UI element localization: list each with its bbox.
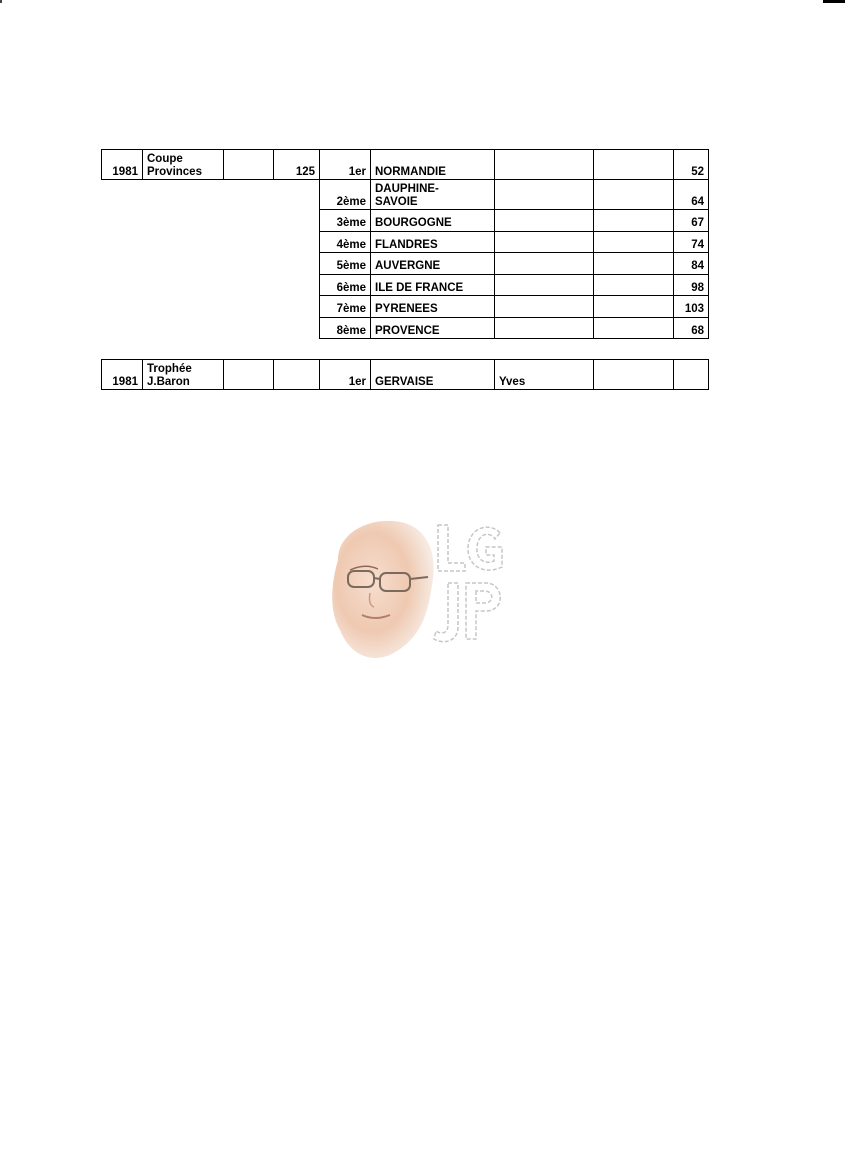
spacer-cell xyxy=(102,231,320,253)
rank-cell: 4ème xyxy=(320,231,371,253)
team-cell: BOURGOGNE xyxy=(371,210,495,232)
table-row xyxy=(102,317,709,339)
team-cell: PROVENCE xyxy=(371,317,495,339)
year-cell: 1981 xyxy=(102,360,143,390)
team-cell: NORMANDIE xyxy=(371,150,495,180)
blank-cell xyxy=(674,360,709,390)
count-cell: 125 xyxy=(274,150,320,180)
blank-cell xyxy=(594,180,674,210)
blank-cell xyxy=(495,296,594,318)
watermark-logo xyxy=(320,515,520,665)
portrait-icon xyxy=(332,521,433,658)
spacer-cell xyxy=(102,210,320,232)
blank-cell xyxy=(495,210,594,232)
lg-jp-monogram xyxy=(434,525,502,642)
table-row xyxy=(102,253,709,275)
table-row xyxy=(102,360,709,390)
competition-cell: Trophée J.Baron xyxy=(143,360,224,390)
blank-cell xyxy=(594,296,674,318)
blank-cell xyxy=(495,317,594,339)
blank-cell xyxy=(594,210,674,232)
blank-cell xyxy=(594,317,674,339)
firstname-cell: Yves xyxy=(495,360,594,390)
blank-cell xyxy=(495,274,594,296)
table-row xyxy=(102,180,709,210)
spacer-cell xyxy=(102,180,320,210)
blank-cell xyxy=(495,150,594,180)
team-cell: ILE DE FRANCE xyxy=(371,274,495,296)
rank-cell: 7ème xyxy=(320,296,371,318)
blank-cell xyxy=(594,253,674,275)
score-cell: 84 xyxy=(674,253,709,275)
table-row xyxy=(102,231,709,253)
rank-cell: 8ème xyxy=(320,317,371,339)
competition-cell: Coupe Provinces xyxy=(143,150,224,180)
year-cell: 1981 xyxy=(102,150,143,180)
blank-cell xyxy=(224,360,274,390)
table-row xyxy=(102,274,709,296)
blank-cell xyxy=(594,274,674,296)
score-cell: 74 xyxy=(674,231,709,253)
rank-cell: 1er xyxy=(320,150,371,180)
spacer-cell xyxy=(102,274,320,296)
trophee-baron-table xyxy=(101,359,709,390)
spacer-cell xyxy=(102,296,320,318)
coupe-provinces-table xyxy=(101,149,709,339)
score-cell: 52 xyxy=(674,150,709,180)
rank-cell: 6ème xyxy=(320,274,371,296)
score-cell: 67 xyxy=(674,210,709,232)
team-cell: DAUPHINE- SAVOIE xyxy=(371,180,495,210)
rank-cell: 3ème xyxy=(320,210,371,232)
name-cell: GERVAISE xyxy=(371,360,495,390)
rank-cell: 2ème xyxy=(320,180,371,210)
spacer-cell xyxy=(102,317,320,339)
scan-corner-mark xyxy=(823,0,845,3)
score-cell: 98 xyxy=(674,274,709,296)
table-row xyxy=(102,296,709,318)
blank-cell xyxy=(594,150,674,180)
table-row xyxy=(102,150,709,180)
table-row xyxy=(102,210,709,232)
rank-cell: 1er xyxy=(320,360,371,390)
blank-cell xyxy=(224,150,274,180)
blank-cell xyxy=(495,231,594,253)
blank-cell xyxy=(495,180,594,210)
blank-cell xyxy=(495,253,594,275)
scan-dot xyxy=(0,0,2,3)
team-cell: AUVERGNE xyxy=(371,253,495,275)
blank-cell xyxy=(274,360,320,390)
team-cell: PYRENEES xyxy=(371,296,495,318)
score-cell: 103 xyxy=(674,296,709,318)
score-cell: 64 xyxy=(674,180,709,210)
rank-cell: 5ème xyxy=(320,253,371,275)
spacer-cell xyxy=(102,253,320,275)
score-cell: 68 xyxy=(674,317,709,339)
team-cell: FLANDRES xyxy=(371,231,495,253)
blank-cell xyxy=(594,231,674,253)
blank-cell xyxy=(594,360,674,390)
